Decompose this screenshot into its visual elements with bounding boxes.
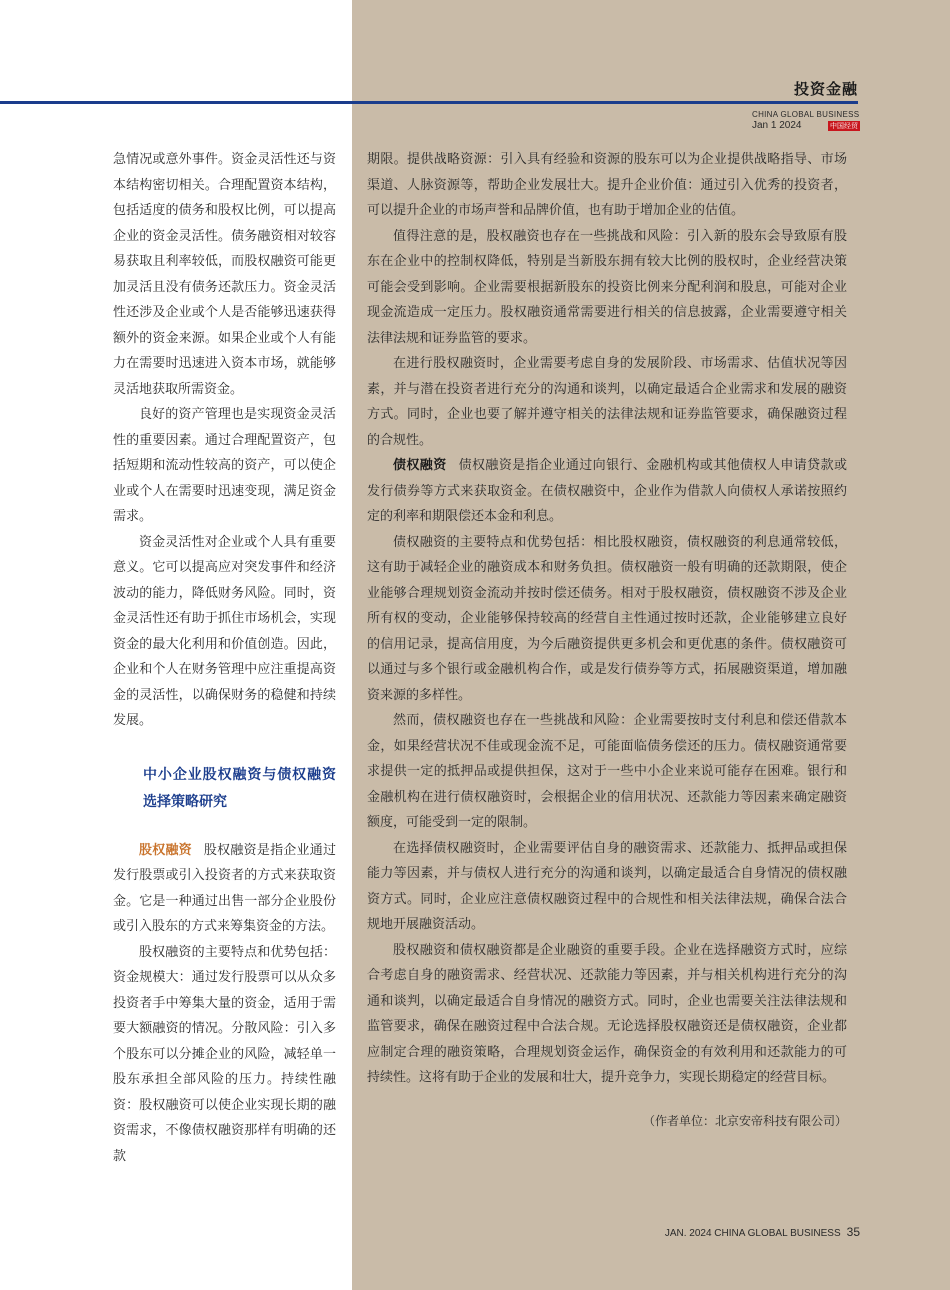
paragraph: 资金灵活性对企业或个人具有重要意义。它可以提高应对突发事件和经济波动的能力，降低财务风险。同时，资金灵活性还有助于抓住市场机会，实现资金的最大化利用和价值创造。因此，企业和个人在财务管理中应注重提高资金的灵活性，以确保财务的稳健和持续发展。	[113, 534, 336, 728]
left-column	[113, 147, 336, 1169]
section-title: 投资金融	[793, 80, 858, 98]
masthead	[752, 110, 860, 131]
masthead-row	[752, 120, 860, 131]
paragraph: 急情况或意外事件。资金灵活性还与资本结构密切相关。合理配置资本结构，包括适度的债务和股权比例，可以提高企业的资金灵活性。债务融资相对较容易获取且利率较低，而股权融资可能更加灵活且没有债务还款压力。资金灵活性还涉及企业或个人是否能够迅速获得额外的资金来源。如果企业或个人有能力在需要时迅速进入资本市场，就能够灵活地获取所需资金。	[113, 152, 336, 397]
author-affiliation: （作者单位：北京安帝科技有限公司）	[642, 1113, 847, 1128]
paragraph: 良好的资产管理也是实现资金灵活性的重要因素。通过合理配置资产，包括短期和流动性较高的资产，可以使企业或个人在需要时迅速变现，满足资金需求。	[113, 407, 336, 524]
paragraph: 期限。提供战略资源：引入具有经验和资源的股东可以为企业提供战略指导、市场渠道、人脉资源等，帮助企业发展壮大。提升企业价值：通过引入优秀的投资者，可以提升企业的市场声誉和品牌价值，也有助于增加企业的估值。	[367, 152, 847, 218]
paragraph: 然而，债权融资也存在一些挑战和风险：企业需要按时支付利息和偿还借款本金，如果经营状况不佳或现金流不足，可能面临债务偿还的压力。债权融资通常要求提供一定的抵押品或提供担保，这对于一些中小企业来说可能存在困难。银行和金融机构在进行债权融资时，会根据企业的信用状况、还款能力等因素来确定融资额度，可能受到一定的限制。	[367, 713, 847, 830]
footer-text: JAN. 2024 CHINA GLOBAL BUSINESS	[664, 1228, 841, 1239]
paragraph: 在进行股权融资时，企业需要考虑自身的发展阶段、市场需求、估值状况等因素，并与潜在投资者进行充分的沟通和谈判，以确定最适合企业需求和发展的融资方式。同时，企业也要了解并遵守相关的法律法规和证券监管要求，确保融资过程的合规性。	[367, 356, 847, 448]
page-number: 35	[846, 1225, 860, 1239]
issue-date: Jan 1 2024	[752, 120, 802, 131]
keyword-debt-financing: 债权融资	[393, 458, 447, 473]
right-column	[367, 147, 847, 1134]
keyword-equity-financing: 股权融资	[139, 842, 192, 858]
paragraph	[367, 453, 847, 530]
magazine-name: CHINA GLOBAL BUSINESS	[752, 110, 860, 119]
paragraph: 股权融资的主要特点和优势包括：资金规模大：通过发行股票可以从众多投资者手中筹集大量的资金，适用于需要大额融资的情况。分散风险：引入多个股东可以分摊企业的风险，减轻单一股东承担全部风险的压力。持续性融资：股权融资可以使企业实现长期的融资需求，不像债权融资那样有明确的还款	[113, 944, 336, 1164]
paragraph: 股权融资和债权融资都是企业融资的重要手段。企业在选择融资方式时，应综合考虑自身的融资需求、经营状况、还款能力等因素，并与相关机构进行充分的沟通和谈判，以确定最适合自身情况的融资方式。同时，企业也需要关注法律法规和监管要求，确保在融资过程中合法合规。无论选择股权融资还是债权融资，企业都应制定合理的融资策略，合理规划资金运作，确保资金的有效利用和还款能力的可持续性。这将有助于企业的发展和壮大，提升竞争力，实现长期稳定的经营目标。	[367, 942, 847, 1085]
paragraph-text: 债权融资是指企业通过向银行、金融机构或其他债权人申请贷款或发行债券等方式来获取资金。在债权融资中，企业作为借款人向债权人承诺按照约定的利率和期限偿还本金和利息。	[367, 458, 847, 524]
magazine-logo: 中国经贸	[830, 121, 858, 130]
header-rule	[0, 101, 858, 104]
paragraph	[113, 838, 336, 940]
article-heading: 中小企业股权融资与债权融资选择策略研究	[143, 766, 336, 810]
paragraph-text: 股权融资是指企业通过发行股票或引入投资者的方式来获取资金。它是一种通过出售一部分企业股份或引入股东的方式来筹集资金的方法。	[113, 842, 336, 934]
page-footer	[665, 1225, 860, 1239]
paragraph: 在选择债权融资时，企业需要评估自身的融资需求、还款能力、抵押品或担保能力等因素，并与债权人进行充分的沟通和谈判，以确定最适合自身情况的债权融资方式。同时，企业应注意债权融资过程中的合规性和相关法律法规，确保合法合规地开展融资活动。	[367, 840, 847, 932]
paragraph: 债权融资的主要特点和优势包括：相比股权融资，债权融资的利息通常较低，这有助于减轻企业的融资成本和财务负担。债权融资一般有明确的还款期限，使企业能够合理规划资金流动并按时偿还债务。相对于股权融资，债权融资不涉及企业所有权的变动，企业能够保持较高的经营自主性通过按时还款，企业能够建立良好的信用记录，提高信用度，为今后融资提供更多机会和更优惠的条件。债权融资可以通过与多个银行或金融机构合作，或是发行债券等方式，拓展融资渠道，增加融资来源的多样性。	[367, 534, 847, 703]
paragraph: 值得注意的是，股权融资也存在一些挑战和风险：引入新的股东会导致原有股东在企业中的控制权降低，特别是当新股东拥有较大比例的股权时，企业经营决策可能会受到影响。企业需要根据新股东的投资比例来分配利润和股息，可能对企业现金流造成一定压力。股权融资通常需要进行相关的信息披露，企业需要遵守相关法律法规和证券监管的要求。	[367, 228, 847, 346]
